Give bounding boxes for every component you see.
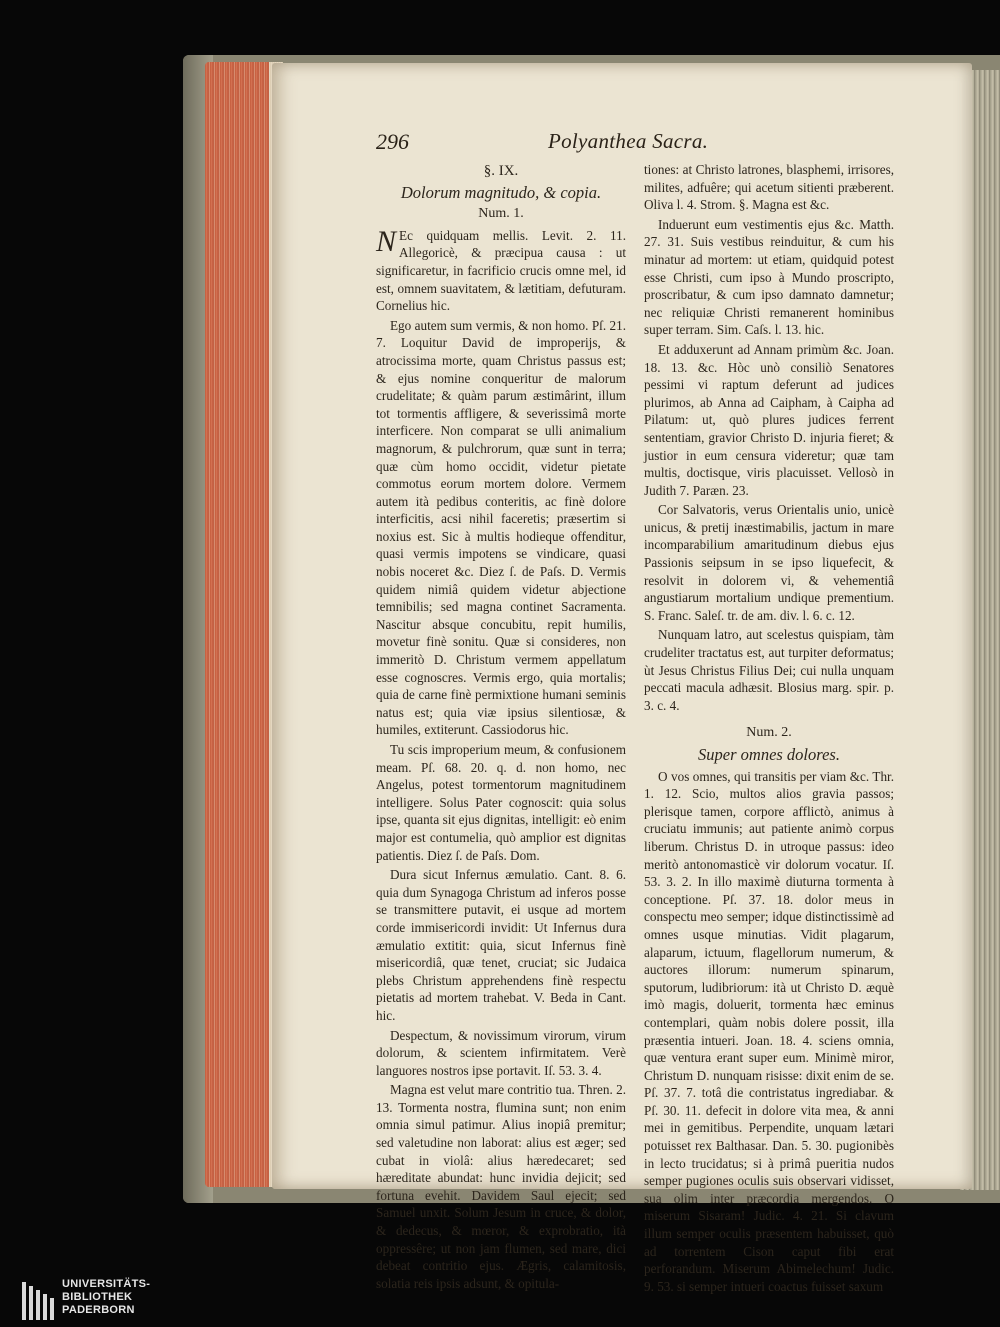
library-logo	[20, 1278, 180, 1324]
logo-line: PADERBORN	[62, 1304, 135, 1316]
paragraph: Cor Salvatoris, verus Orientalis unio, unicè unicus, & pretij inæstimabilis, jactum in mare incomparabilium amaritudinum diebus ejus Passionis seipsum in se ipso liquefecit, & resolvit in dolorem vi, & vehementiâ angustiarum mortalium undique prementium. S. Franc. Saleſ. tr. de am. div. l. 6. c. 12.	[644, 502, 894, 623]
section-heading: Super omnes dolores.	[698, 745, 840, 764]
section-heading: Dolorum magnitudo, & copia.	[400, 182, 602, 202]
paragraph: Induerunt eum vestimentis ejus &c. Matth. 27. 31. Suis vestibus reinduitur, & cum his minatur ad mortem: ut etiam, quidquid potest esse Christi, cum ipso à Mundo proscripto, proscribatur, & cum ipso damnato damnetur; nec reliquiæ Christi remanerent hominibus super terram. Sim. Caſs. l. 13. hic.	[644, 216, 894, 338]
library-logo-text	[62, 1278, 150, 1317]
paragraph: Magna est velut mare contritio tua. Thren. 2. 13. Tormenta nostra, flumina sunt; non enim omnia simul patimur. Alius inopiâ premitur; sed valetudine non laborat: alius est æger; sed cubat in violâ: alius hæredecaret; sed hæreditate abundat: hunc invidia dejicit; sed fortuna evehit. Davidem Saul ejecit; sed Samuel unxit. Solum Jesum in cruce, & dolor, & dedecus, & mœror, & exprobratio, ità oppressêre; ut non jam flumen, sed mare, dici debeat contritio ejus. Ægris, calamitosis, solatia reis ipsis adsunt, & opitula-	[376, 1082, 626, 1291]
paragraph: Tu scis improperium meum, & confusionem meam. Pſ. 68. 20. q. d. non homo, nec Angelus, potest tormentorum magnitudinem intelligere. Solus Pater cognoscit: quia solus ipse, quanta sit ejus dignitas, intelligit: eò enim major est contumelia, quò amplior est dignitas patientis. Diez ſ. de Paſs. Dom.	[376, 742, 626, 863]
drop-cap: N	[376, 224, 397, 258]
paragraph: Dura sicut Infernus æmulatio. Cant. 8. 6. quia dum Synagoga Christum ad inferos posse se transmittere putavit, ei usque ad mortem corde immisericordi invidit: Ut Infernus dura æmulatio extitit: quia, sicut Infernus finè misericordiâ, quæ tenet, cruciat; sic Judaica plebs Christum apprehendens finè respectu pietatis ad mortem trahebat. V. Beda in Cant. hic.	[376, 867, 626, 1023]
paragraph: Nunquam latro, aut scelestus quispiam, tàm crudeliter tractatus est, aut turpiter deformatus; ùt Jesus Christus Filius Dei; cui nulla unquam peccati macula adhæsit. Blosius marg. spir. p. 3. c. 4.	[644, 627, 894, 713]
paragraph: O vos omnes, qui transitis per viam &c. Thr. 1. 12. Scio, multos alios gravia passos; plerisque tamen, corpore afflictò, animus à cruciatu immunis; aut patiente animò corpus liberum. Christus D. in utroque passus: ideo meritò antonomasticè vir dolorum vocatur. Iſ. 53. 3. 2. In illo maximè diuturna tormenta à conceptione. Pſ. 37. 18. dolor meus in conspectu meo semper; idque distinctissimè ad omnes usque minutias. Vidit plagarum, alaparum, ictuum, flagellorum numerum, & auctores illorum: numerum spinarum, sputorum, ludibriorum: ità ut Christo D. æquè imò magis, doluerit, tormenta hæc eminus contemplari, quàm nobis dolere possit, illa præsentia intueri. Joan. 18. 4. sciens omnia, quæ ventura erant super eum. Minimè miror, Christum D. nunquam risisse: dixit enim de se. Pſ. 37. 7. totâ die contristatus ingrediabar. & Pſ. 30. 11. defecit in dolore vita mea, & anni mei in gemitibus. Perpendite, unquam lætari potuisset rex Balthasar. Dan. 5. 30. pugionibès in lecto trucidatus; si à primâ pueritia nudos semper pugiones oculis suis observari vidisset, sua olim inter præcordia mergendos. O miserum Sisaram! Judic. 4. 21. Si clavum illum semper oculis præsentem habuisset, quò ad torrentem Cison caput fibi erat perforandum. Miserum Abimelechum! Judic. 9. 53. si semper intueri coactus fuisset saxum	[644, 768, 894, 1294]
library-logo-icon	[20, 1280, 56, 1322]
num-label: Num. 2.	[746, 725, 792, 741]
section-number: §. IX.	[483, 163, 519, 179]
running-head	[376, 129, 806, 155]
paragraph: Despectum, & novissimum virorum, virum dolorum, & scientem infirmitatem. Verè languores nostros ipse portavit. Iſ. 53. 3. 4.	[376, 1027, 626, 1078]
book-page	[272, 63, 972, 1294]
page-number: 296	[376, 129, 409, 154]
num-label: Num. 1.	[478, 206, 524, 222]
paragraph: tiones: at Christo latrones, blasphemi, irrisores, milites, adfuêre; qui acetum sitienti præberent. Oliva l. 4. Strom. §. Magna est &c.	[644, 162, 894, 213]
running-title: Polyanthea Sacra.	[548, 129, 709, 153]
logo-line: UNIVERSITÄTS-	[62, 1278, 151, 1290]
left-column	[376, 161, 626, 1294]
logo-line: BIBLIOTHEK	[62, 1291, 133, 1303]
paragraph: Et adduxerunt ad Annam primùm &c. Joan. 18. 13. &c. Hòc unò consiliò Senatores pessimi vi raptum deferunt ad judices plurimos, ab Anna ad Caipham, à Caipha ad Pilatum: ut, quò plures judices ferrent sententiam, gravior Christo D. injuria fieret; & justior in eum censura videretur; quæ tam multis, doctisque, viris placuisset. Vellosò in Judith 7. Paræn. 23.	[644, 341, 894, 498]
paragraph	[376, 224, 626, 315]
right-column	[644, 161, 894, 1297]
paragraph: Ego autem sum vermis, & non homo. Pſ. 21. 7. Loquitur David de improperijs, & atrocissima morte, quam Christus passus est; & ejus nomine conqueritur de malorum crudelitate; & quàm parum æstimârint, illum tot tormentis affligere, & severissimâ morte interficere. Non comparat se ulli animalium magnorum, & pulchrorum, quæ sunt in terra; quæ cùm homo occidit, videtur pietate commotus eorum mortem dolore. Vermem autem ità pedibus conteritis, ac finè dolore interficitis, acsi nihil faceretis; præsertim si noxius est. Sic à multis hodieque offenditur, quasi vermis impotens se vindicare, quasi nobis noceret &c. Diez ſ. de Paſs. D. Vermis quidem nimiâ quidem videtur abjectione temnibilis; sed magna continet Sacramenta. Nascitur absque concubitu, repit humilis, movetur finè sonitu. Quæ si consideres, non immeritò D. Christum vermem appellatum esse cognoscres. Vermis ergo, quia mortalis; quia de carne finè permixtione humani seminis natus est; quia viæ ipsius silentiosæ, & humiles, extiterunt. Cassiodorus hic.	[376, 317, 626, 738]
paragraph-text: Ec quidquam mellis. Levit. 2. 11. Allegoricè, & præcipua causa : ut significaretur, in facrificio crucis omne mel, id est, omnem suavitatem, & lætitiam, defuturam. Cornelius hic.	[376, 227, 626, 314]
